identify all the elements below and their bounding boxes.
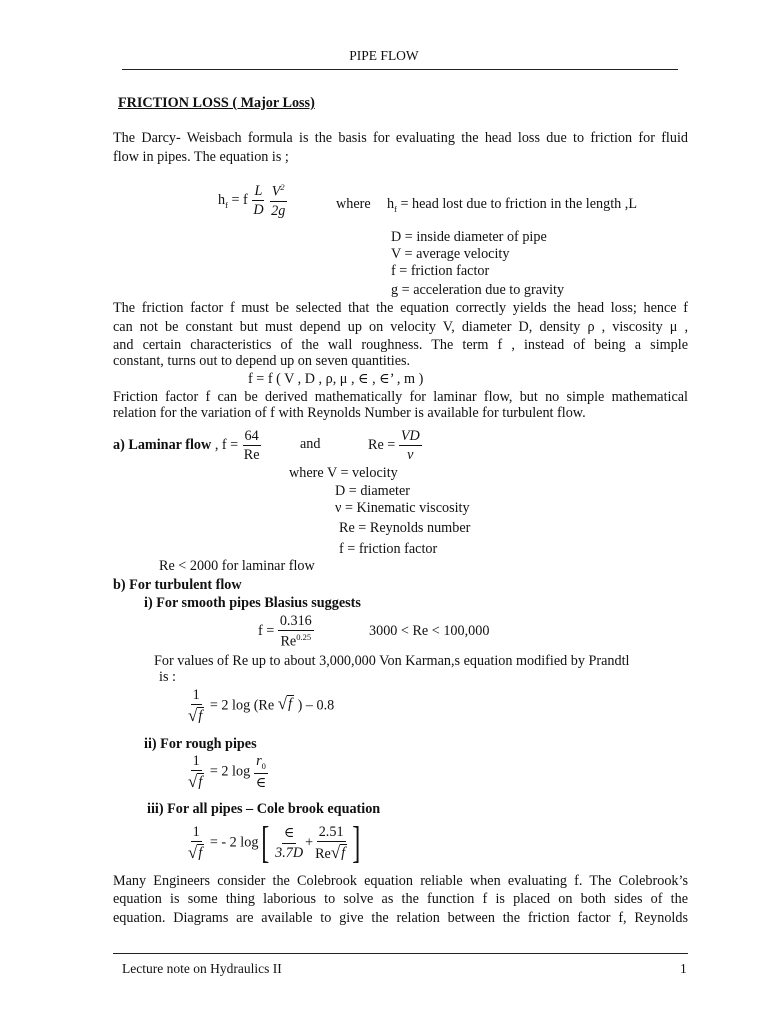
footer-left: Lecture note on Hydraulics II xyxy=(122,961,282,976)
colebrook-label: iii) For all pipes – Cole brook equation xyxy=(147,801,381,817)
laminar-def-reynolds: Re = Reynolds number xyxy=(339,520,471,536)
sqrt-f-inline: √ f xyxy=(277,694,293,714)
footer-rule xyxy=(113,953,688,954)
def-diameter: D = inside diameter of pipe xyxy=(391,229,547,245)
closing-line-3: equation. Diagrams are available to give the relation between the friction factor f, Reynolds xyxy=(113,910,688,926)
laminar-condition: Re < 2000 for laminar flow xyxy=(159,558,315,574)
para2-line-5: Friction factor f can be derived mathematically for laminar flow, but no simple mathematical xyxy=(113,389,688,405)
colebrook-fraction-lhs: 1 √ f xyxy=(188,823,203,862)
laminar-and: and xyxy=(300,436,321,452)
def-friction-factor: f = friction factor xyxy=(391,263,490,279)
colebrook-fraction-eps: $\frac{\in}{3.7D}$ xyxy=(275,825,304,861)
darcy-eq: = f xyxy=(231,191,248,208)
friction-function: f = f ( V , D , ρ, μ , ∈ , ∈’ , m ) xyxy=(248,371,424,387)
karman-fraction: 1 √ f xyxy=(188,687,203,726)
darcy-lhs: $h_f$ xyxy=(218,191,228,210)
laminar-fraction-64-re: $\frac{64}{Re}$ xyxy=(243,428,260,464)
para2-line-3: and certain characteristics of the wall roughness. The term f , instead of being a simple xyxy=(113,337,688,353)
para2-line-4: constant, turns out to depend up on seven quantities. xyxy=(113,353,411,369)
page-header-title: PIPE FLOW xyxy=(349,48,419,63)
darcy-equation xyxy=(218,183,287,218)
reynolds-fraction: $\frac{VD}{\nu}$ xyxy=(400,428,420,464)
karman-line-1: For values of Re up to about 3,000,000 Von Karman,s equation modified by Prandtl xyxy=(154,653,630,669)
laminar-label: a) Laminar flow xyxy=(113,436,212,453)
laminar-def-velocity: where V = velocity xyxy=(289,465,398,481)
darcy-hf-def: $h_f$ = head lost due to friction in the length ,L xyxy=(387,196,638,214)
karman-equation: 1 √ f = 2 log (Re √ f ) – 0.8 xyxy=(188,687,335,726)
colebrook-equation: 1 √ f = - 2 log[ $\frac{\in}{3.7D}$ + 2.51 Re √ f ] xyxy=(188,818,361,867)
darcy-where: where xyxy=(336,196,371,212)
closing-line-1: Many Engineers consider the Colebrook equation reliable when evaluating f. The Colebrook’s xyxy=(113,873,688,889)
right-bracket: ] xyxy=(352,818,361,867)
blasius-range: 3000 < Re < 100,000 xyxy=(369,623,490,639)
laminar-def-viscosity: ν = Kinematic viscosity xyxy=(335,500,470,516)
reynolds-equation: Re = $\frac{VD}{\nu}$ xyxy=(368,428,420,464)
turbulent-label: b) For turbulent flow xyxy=(113,577,242,593)
laminar-def-diameter: D = diameter xyxy=(335,483,410,499)
page-number: 1 xyxy=(680,961,687,976)
rough-fraction-lhs: 1 √ f xyxy=(188,753,203,792)
intro-line-2: flow in pipes. The equation is ; xyxy=(113,149,289,165)
darcy-fraction-l-d: $\frac{L}{D}$ xyxy=(253,182,264,219)
rough-fraction-r0: $\frac{r_0}{\in}$ xyxy=(255,753,267,791)
def-velocity: V = average velocity xyxy=(391,246,510,262)
rough-equation: 1 √ f = 2 log $\frac{r_0}{\in}$ xyxy=(188,753,267,792)
para2-line-2: can not be constant but must depend up on velocity V, diameter D, density ρ , viscosity μ , xyxy=(113,319,688,335)
smooth-pipes-label: i) For smooth pipes Blasius suggests xyxy=(144,595,361,611)
colebrook-fraction-251: 2.51 Re √ f xyxy=(315,823,346,862)
para2-line-1: The friction factor f must be selected that the equation correctly yields the head loss; hence f xyxy=(113,300,688,316)
closing-line-2: equation is some thing laborious to solve as the function f is placed on both sides of the xyxy=(113,891,688,907)
header-rule xyxy=(122,69,678,70)
laminar-flow-equation: a) Laminar flow , f = $\frac{64}{Re}$ xyxy=(113,428,260,464)
sqrt-f: √ f xyxy=(188,706,203,726)
blasius-equation: f = $\frac{0.316}{Re^{0.25}}$ xyxy=(258,613,312,650)
karman-line-2: is : xyxy=(159,669,176,685)
laminar-def-friction: f = friction factor xyxy=(339,541,438,557)
def-gravity: g = acceleration due to gravity xyxy=(391,282,565,298)
left-bracket: [ xyxy=(261,818,270,867)
blasius-fraction: $\frac{0.316}{Re^{0.25}}$ xyxy=(279,613,312,650)
darcy-fraction-v2-2g: $\frac{V^2}{2g}$ xyxy=(271,182,286,219)
rough-pipes-label: ii) For rough pipes xyxy=(144,736,257,752)
intro-line-1: The Darcy- Weisbach formula is the basis for evaluating the head loss due to friction for fluid xyxy=(113,130,688,146)
section-heading: FRICTION LOSS ( Major Loss) xyxy=(118,95,315,111)
para2-line-6: relation for the variation of f with Reynolds Number is available for turbulent flow. xyxy=(113,405,586,421)
